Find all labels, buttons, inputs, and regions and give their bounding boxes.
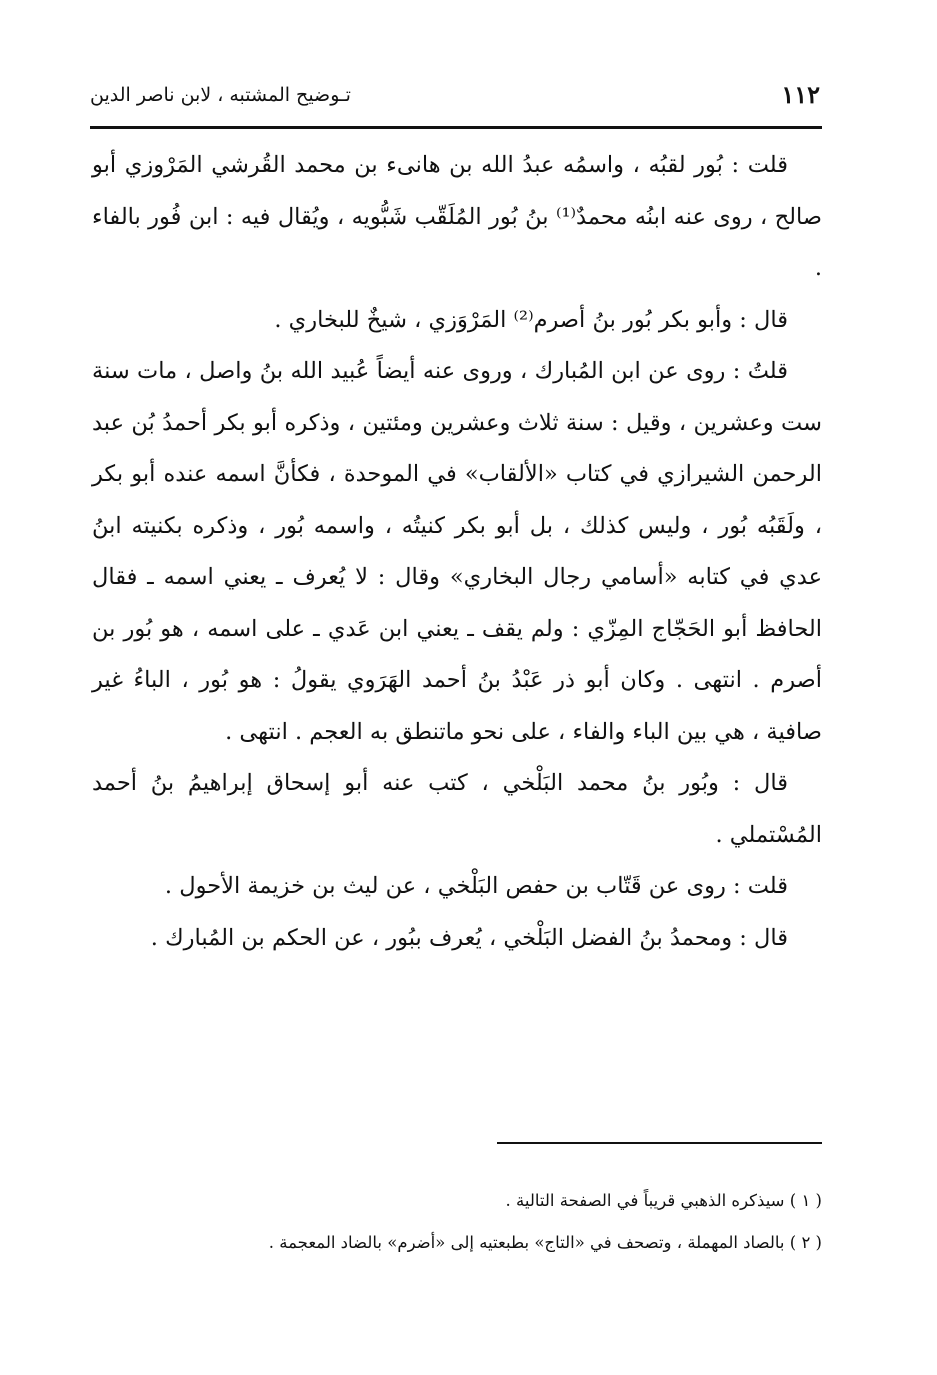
paragraph: قال : ومحمدُ بنُ الفضل البَلْخي ، يُعرف ببُور ، عن الحكم بن المُبارك . [150,924,788,951]
paragraph: قلت : بُور لقبُه ، واسمُه عبدُ الله بن هانىء بن محمد القُرشي المَرْوزي أبو صالح ، روى عنه ابنُه محمدٌ⁽¹⁾ بنُ بُور المُلَقّب شَبُّويه ، ويُقال فيه : ابن فُور بالفاء . [92,152,822,281]
header-rule [90,126,822,129]
footnote-rule [497,1142,822,1144]
paragraph: قال : وبُور بنُ محمد البَلْخي ، كتب عنه أبو إسحاق إبراهيمُ بنُ أحمد المُسْتملي . [92,770,822,848]
footnotes [92,1180,822,1264]
page-number: ١١٢ [781,80,820,109]
footnote: ( ٢ ) بالصاد المهملة ، وتصحف في «التاج» بطبعتيه إلى «أضرم» بالضاد المعجمة . [268,1233,822,1252]
main-text [92,140,822,964]
paragraph: قلت : روى عن قَتّاب بن حفص البَلْخي ، عن ليث بن خزيمة الأحول . [164,873,788,899]
paragraph: قلتُ : روى عن ابن المُبارك ، وروى عنه أيضاً عُبيد الله بنُ واصل ، مات سنة ست وعشرين ، وقيل : سنة ثلاث وعشرين ومئتين ، وذكره أبو بكر أحمدُ بُن عبد الرحمن الشيرازي في كتاب «الألقاب» في الموحدة ، فكأنَّ اسمه عنده أبو بكر ، ولَقَبُه بُور ، وليس كذلك ، بل أبو بكر كنيتُه ، واسمه بُور ، وذكره بكنيته ابنُ عدي في كتابه «أسامي رجال البخاري» وقال : لا يُعرف ـ يعني اسمه ـ فقال الحافظ أبو الحَجّاج المِزّي : ولم يقف ـ يعني ابن عَدي ـ على اسمه ، هو بُور بن أصرم . انتهى . وكان أبو ذر عَبْدُ بنُ أحمد الهَرَوي يقولُ : هو بُور ، الباءُ غير صافية ، هي بين الباء والفاء ، على نحو ماتنطق به العجم . انتهى . [92,358,822,745]
running-header [90,80,820,120]
paragraph: قال : وأبو بكر بُور بنُ أصرم⁽²⁾ المَرْوَزي ، شيخٌ للبخاري . [274,306,788,333]
running-title: تـوضيح المشتبه ، لابن ناصر الدين [90,84,351,106]
footnote: ( ١ ) سيذكره الذهبي قريباً في الصفحة التالية . [505,1191,822,1210]
